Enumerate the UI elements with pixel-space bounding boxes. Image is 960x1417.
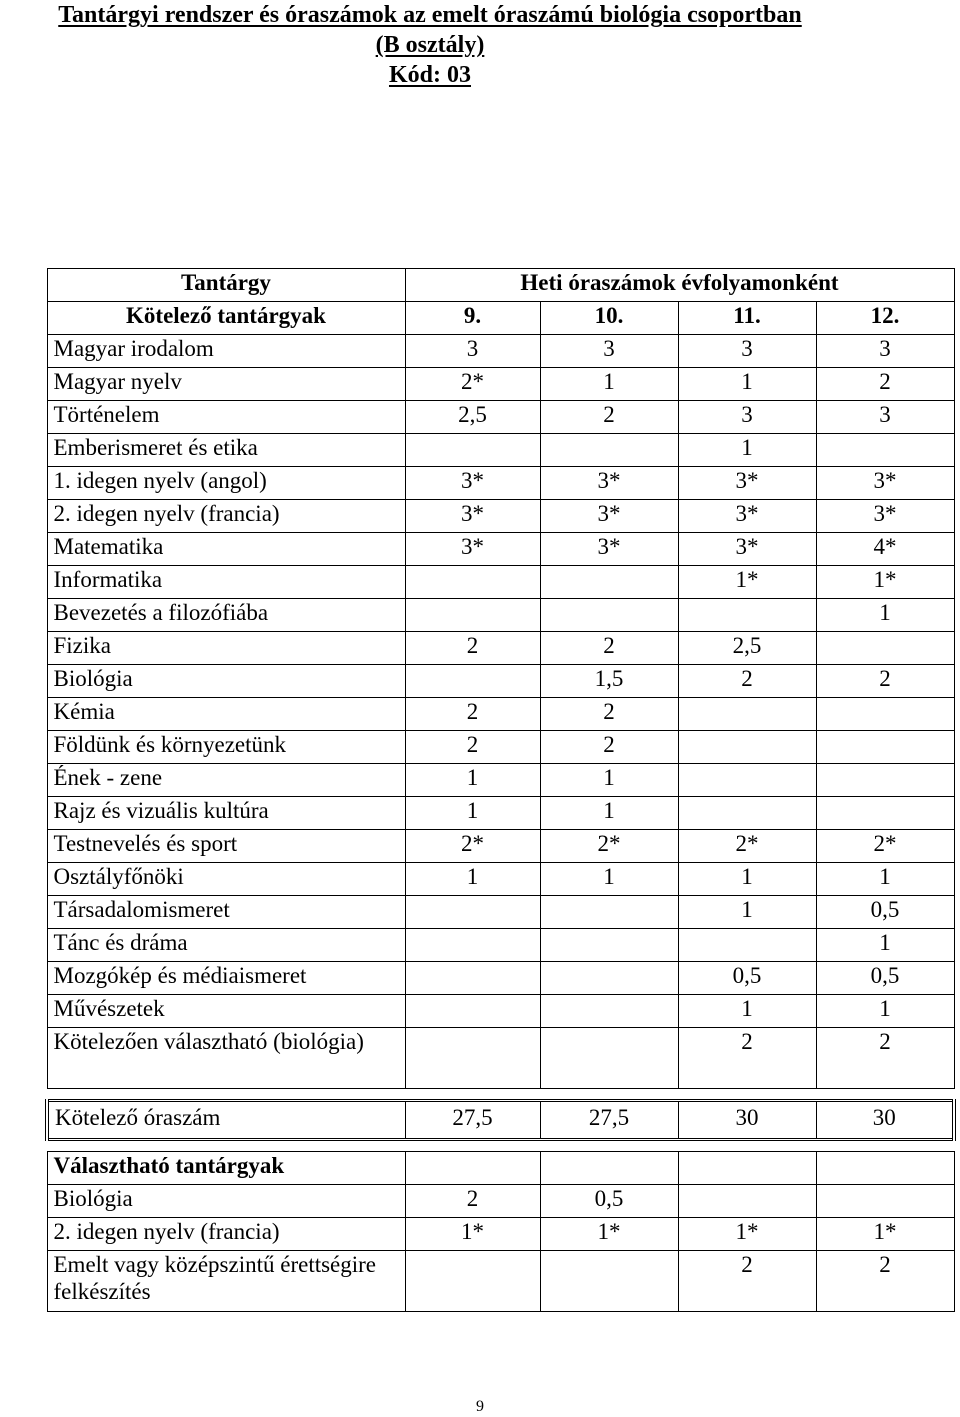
subject-cell: Fizika <box>47 632 405 665</box>
empty-cell <box>678 1152 816 1185</box>
hours-cell: 1 <box>540 863 678 896</box>
hours-cell <box>816 1185 954 1218</box>
hours-cell: 1 <box>540 368 678 401</box>
hours-cell: 1 <box>678 368 816 401</box>
hours-cell <box>540 896 678 929</box>
hours-cell: 2 <box>540 731 678 764</box>
grade-10: 10. <box>540 302 678 335</box>
hours-cell: 1 <box>405 797 540 830</box>
table-row <box>47 962 954 995</box>
total-row <box>47 1101 954 1140</box>
subject-cell: Kötelezően választható (biológia) <box>47 1028 405 1089</box>
hours-cell <box>405 929 540 962</box>
subject-cell: 2. idegen nyelv (francia) <box>47 1218 405 1251</box>
optional-header-row <box>47 1152 954 1185</box>
header-hours: Heti óraszámok évfolyamonként <box>405 269 954 302</box>
empty-cell <box>405 1152 540 1185</box>
subject-cell: Rajz és vizuális kultúra <box>47 797 405 830</box>
hours-cell: 0,5 <box>816 896 954 929</box>
hours-cell: 2 <box>405 698 540 731</box>
subject-cell: Biológia <box>47 1185 405 1218</box>
hours-cell: 2 <box>678 1251 816 1312</box>
hours-cell: 1 <box>678 995 816 1028</box>
hours-cell <box>405 995 540 1028</box>
hours-cell: 2* <box>405 368 540 401</box>
subject-cell: Matematika <box>47 533 405 566</box>
table-row <box>47 368 954 401</box>
spacer-row <box>47 1089 954 1101</box>
hours-cell <box>405 1028 540 1089</box>
table-row <box>47 929 954 962</box>
subject-cell: Informatika <box>47 566 405 599</box>
hours-cell: 2 <box>816 368 954 401</box>
hours-cell: 2 <box>816 1028 954 1089</box>
hours-cell <box>405 566 540 599</box>
hours-cell: 27,5 <box>405 1101 540 1140</box>
hours-cell: 1 <box>816 995 954 1028</box>
hours-cell: 1 <box>816 929 954 962</box>
spacer-cell <box>47 1140 954 1152</box>
hours-cell: 1 <box>816 599 954 632</box>
subject-cell: Kémia <box>47 698 405 731</box>
hours-cell: 2 <box>678 665 816 698</box>
table-row <box>47 500 954 533</box>
hours-cell <box>540 1251 678 1312</box>
subject-cell: Tánc és dráma <box>47 929 405 962</box>
subject-cell: 2. idegen nyelv (francia) <box>47 500 405 533</box>
hours-cell: 0,5 <box>678 962 816 995</box>
subject-cell: 1. idegen nyelv (angol) <box>47 467 405 500</box>
schedule-table <box>45 268 956 1312</box>
hours-cell: 3* <box>678 467 816 500</box>
header-subject: Tantárgy <box>47 269 405 302</box>
hours-cell: 1* <box>540 1218 678 1251</box>
hours-cell <box>405 896 540 929</box>
hours-cell: 3 <box>816 401 954 434</box>
hours-cell: 1 <box>540 764 678 797</box>
subject-cell: Földünk és környezetünk <box>47 731 405 764</box>
hours-cell <box>540 995 678 1028</box>
hours-cell: 3* <box>540 500 678 533</box>
subject-cell: Emelt vagy középszintű érettségire felkészítés <box>47 1251 405 1312</box>
hours-cell: 2 <box>540 401 678 434</box>
hours-cell: 1 <box>540 797 678 830</box>
table-row <box>47 764 954 797</box>
hours-cell: 3 <box>816 335 954 368</box>
empty-cell <box>816 1152 954 1185</box>
grade-12: 12. <box>816 302 954 335</box>
table-row <box>47 566 954 599</box>
hours-cell <box>816 434 954 467</box>
hours-cell: 3* <box>405 533 540 566</box>
hours-cell: 3* <box>816 500 954 533</box>
table-row <box>47 599 954 632</box>
title-line-1: Tantárgyi rendszer és óraszámok az emelt óraszámú biológia csoportban <box>58 2 802 28</box>
page-number: 9 <box>476 1398 484 1415</box>
hours-cell: 3 <box>678 335 816 368</box>
table-row <box>47 665 954 698</box>
table-row <box>47 1028 954 1089</box>
subject-cell: Biológia <box>47 665 405 698</box>
hours-cell: 2 <box>405 731 540 764</box>
hours-cell: 3 <box>405 335 540 368</box>
hours-cell <box>816 632 954 665</box>
hours-cell: 0,5 <box>540 1185 678 1218</box>
hours-cell: 3* <box>405 467 540 500</box>
hours-cell: 1 <box>678 896 816 929</box>
table-row <box>47 1251 954 1312</box>
hours-cell: 2 <box>540 698 678 731</box>
hours-cell: 2* <box>678 830 816 863</box>
hours-cell <box>405 1251 540 1312</box>
subject-cell: Bevezetés a filozófiába <box>47 599 405 632</box>
hours-cell: 1 <box>405 764 540 797</box>
table-row <box>47 401 954 434</box>
hours-cell <box>678 797 816 830</box>
hours-cell: 3* <box>540 533 678 566</box>
table-row <box>47 1218 954 1251</box>
subject-cell: Kötelező óraszám <box>47 1101 405 1140</box>
subject-cell: Osztályfőnöki <box>47 863 405 896</box>
hours-cell <box>816 797 954 830</box>
hours-cell: 4* <box>816 533 954 566</box>
table-row <box>47 797 954 830</box>
hours-cell <box>540 566 678 599</box>
hours-cell: 30 <box>816 1101 954 1140</box>
hours-cell <box>678 698 816 731</box>
hours-cell: 3* <box>678 533 816 566</box>
subject-cell: Magyar irodalom <box>47 335 405 368</box>
table-row <box>47 830 954 863</box>
hours-cell: 0,5 <box>816 962 954 995</box>
document-title <box>0 0 860 90</box>
hours-cell: 2* <box>816 830 954 863</box>
hours-cell: 2 <box>540 632 678 665</box>
hours-cell <box>816 731 954 764</box>
table-row <box>47 632 954 665</box>
grade-9: 9. <box>405 302 540 335</box>
table-header-row <box>47 269 954 302</box>
hours-cell <box>678 1185 816 1218</box>
hours-cell: 1* <box>816 1218 954 1251</box>
hours-cell <box>678 929 816 962</box>
hours-cell: 30 <box>678 1101 816 1140</box>
section-required-label: Kötelező tantárgyak <box>47 302 405 335</box>
table-row <box>47 731 954 764</box>
hours-cell: 3* <box>816 467 954 500</box>
hours-cell <box>540 1028 678 1089</box>
hours-cell: 3 <box>678 401 816 434</box>
hours-cell: 3* <box>678 500 816 533</box>
hours-cell: 3 <box>540 335 678 368</box>
subject-cell: Magyar nyelv <box>47 368 405 401</box>
hours-cell <box>405 599 540 632</box>
subject-cell: Történelem <box>47 401 405 434</box>
table-row <box>47 434 954 467</box>
hours-cell: 27,5 <box>540 1101 678 1140</box>
hours-cell: 1* <box>816 566 954 599</box>
hours-cell <box>540 962 678 995</box>
hours-cell: 1 <box>405 863 540 896</box>
subject-cell: Emberismeret és etika <box>47 434 405 467</box>
table-row <box>47 467 954 500</box>
hours-cell <box>816 698 954 731</box>
hours-cell <box>540 434 678 467</box>
table-row <box>47 1185 954 1218</box>
hours-cell: 2 <box>678 1028 816 1089</box>
hours-cell: 1,5 <box>540 665 678 698</box>
hours-cell: 2 <box>405 1185 540 1218</box>
table-row <box>47 863 954 896</box>
hours-cell: 1* <box>405 1218 540 1251</box>
subject-cell: Művészetek <box>47 995 405 1028</box>
hours-cell: 3* <box>540 467 678 500</box>
section-optional-label: Választható tantárgyak <box>47 1152 405 1185</box>
hours-cell <box>405 434 540 467</box>
subject-cell: Mozgókép és médiaismeret <box>47 962 405 995</box>
hours-cell: 1* <box>678 566 816 599</box>
table-row <box>47 896 954 929</box>
subject-cell: Társadalomismeret <box>47 896 405 929</box>
hours-cell: 2* <box>540 830 678 863</box>
grade-11: 11. <box>678 302 816 335</box>
table-row <box>47 533 954 566</box>
spacer-row <box>47 1140 954 1152</box>
table-row <box>47 995 954 1028</box>
hours-cell: 2,5 <box>405 401 540 434</box>
table-row <box>47 335 954 368</box>
hours-cell <box>540 599 678 632</box>
hours-cell: 1 <box>678 434 816 467</box>
hours-cell <box>678 599 816 632</box>
hours-cell: 3* <box>405 500 540 533</box>
hours-cell: 2 <box>405 632 540 665</box>
grade-header-row <box>47 302 954 335</box>
title-line-3: Kód: 03 <box>388 62 471 88</box>
hours-cell: 2* <box>405 830 540 863</box>
hours-cell <box>405 962 540 995</box>
table-row <box>47 698 954 731</box>
hours-cell <box>540 929 678 962</box>
hours-cell <box>678 731 816 764</box>
spacer-cell <box>47 1089 954 1101</box>
hours-cell: 1* <box>678 1218 816 1251</box>
title-line-2: (B osztály) <box>375 32 485 58</box>
empty-cell <box>540 1152 678 1185</box>
hours-cell <box>816 764 954 797</box>
hours-cell: 2,5 <box>678 632 816 665</box>
subject-cell: Ének - zene <box>47 764 405 797</box>
hours-cell <box>678 764 816 797</box>
hours-cell: 2 <box>816 1251 954 1312</box>
hours-cell: 1 <box>816 863 954 896</box>
hours-cell <box>405 665 540 698</box>
hours-cell: 1 <box>678 863 816 896</box>
subject-cell: Testnevelés és sport <box>47 830 405 863</box>
hours-cell: 2 <box>816 665 954 698</box>
